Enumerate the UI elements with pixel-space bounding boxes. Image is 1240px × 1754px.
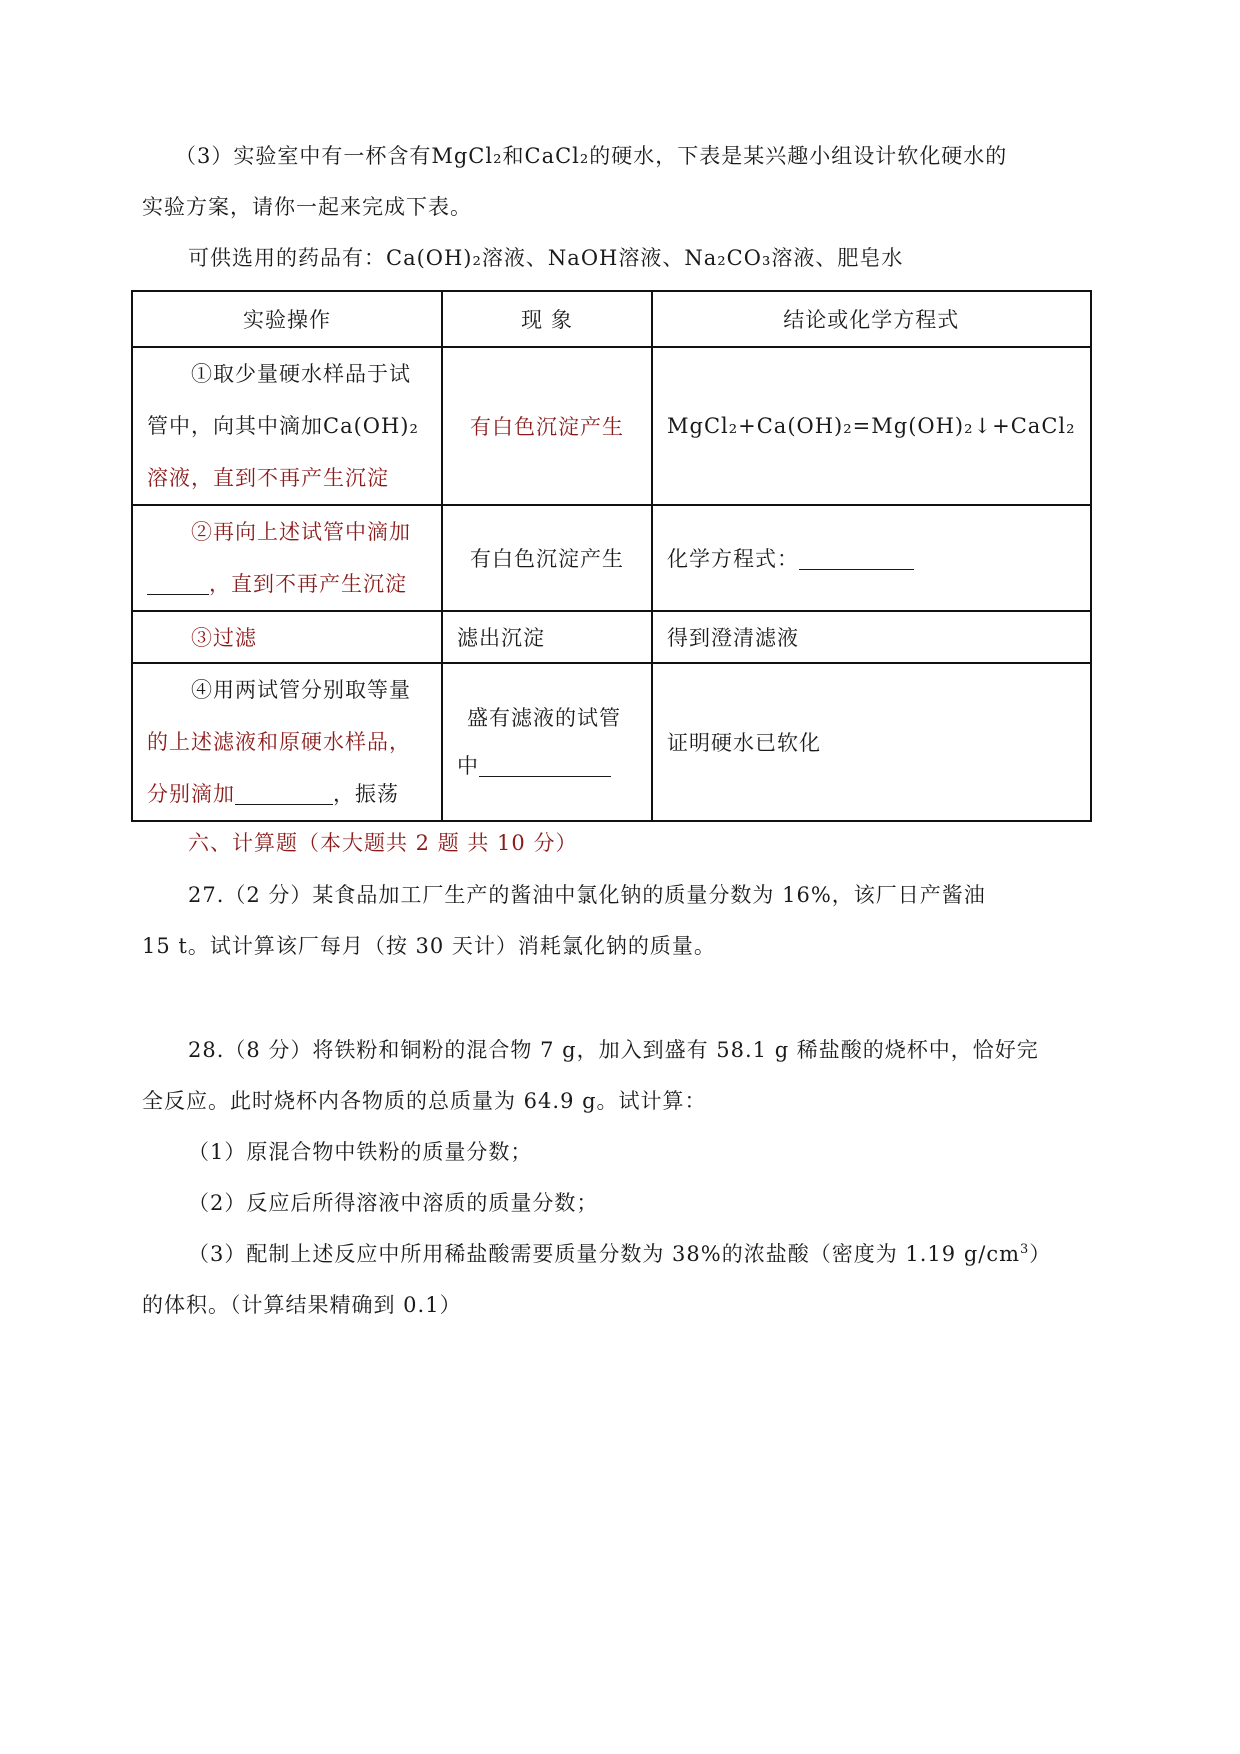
q28-sub1: （1）原混合物中铁粉的质量分数； bbox=[188, 1140, 533, 1164]
experiment-table bbox=[131, 290, 1092, 822]
header-phenomenon: 现 象 bbox=[442, 291, 652, 347]
equation-blank[interactable] bbox=[799, 547, 914, 570]
reagent-list: 可供选用的药品有：Ca(OH)₂溶液、NaOH溶液、Na₂CO₃溶液、肥皂水 bbox=[188, 246, 904, 270]
answer-blank[interactable] bbox=[147, 572, 209, 595]
row3-operation: ③过滤 bbox=[132, 611, 442, 663]
q28-line2: 全反应。此时烧杯内各物质的总质量为 64.9 g。试计算： bbox=[142, 1089, 707, 1113]
q28-line-last: 的体积。（计算结果精确到 0.1） bbox=[142, 1293, 462, 1317]
table-row bbox=[132, 505, 1091, 611]
row4-conclusion: 证明硬水已软化 bbox=[652, 663, 1091, 821]
part3-intro-line2: 实验方案，请你一起来完成下表。 bbox=[142, 195, 472, 219]
q28-sub3: （3）配制上述反应中所用稀盐酸需要质量分数为 38%的浓盐酸（密度为 1.19 $g/cm^3$） bbox=[188, 1242, 1052, 1266]
answer-blank[interactable] bbox=[235, 782, 333, 805]
row2-conclusion: 化学方程式： bbox=[652, 505, 1091, 611]
table-row bbox=[132, 611, 1091, 663]
answer-blank[interactable] bbox=[479, 754, 611, 777]
q27-line1: 27.（2 分）某食品加工厂生产的酱油中氯化钠的质量分数为 16%，该厂日产酱油 bbox=[188, 883, 986, 907]
table-row bbox=[132, 663, 1091, 821]
q27-line2: 15 t。试计算该厂每月（按 30 天计）消耗氯化钠的质量。 bbox=[142, 934, 716, 958]
part3-intro-line1: （3）实验室中有一杯含有MgCl₂和CaCl₂的硬水，下表是某兴趣小组设计软化硬水的 bbox=[175, 144, 1008, 168]
row3-phenomenon: 滤出沉淀 bbox=[442, 611, 652, 663]
row4-phenomenon: 盛有滤液的试管 中 bbox=[442, 663, 652, 821]
row1-conclusion: MgCl₂+Ca(OH)₂=Mg(OH)₂↓+CaCl₂ bbox=[652, 347, 1091, 505]
row1-phenomenon: 有白色沉淀产生 bbox=[442, 347, 652, 505]
row3-conclusion: 得到澄清滤液 bbox=[652, 611, 1091, 663]
row2-operation: ②再向上述试管中滴加 ，直到不再产生沉淀 bbox=[132, 505, 442, 611]
q28-line1: 28.（8 分）将铁粉和铜粉的混合物 7 g，加入到盛有 58.1 g 稀盐酸的烧杯中，恰好完 bbox=[188, 1038, 1039, 1062]
row1-operation: ①取少量硬水样品于试 管中，向其中滴加Ca(OH)₂ 溶液，直到不再产生沉淀 bbox=[132, 347, 442, 505]
header-conclusion: 结论或化学方程式 bbox=[652, 291, 1091, 347]
q28-sub2: （2）反应后所得溶液中溶质的质量分数； bbox=[188, 1191, 599, 1215]
row2-phenomenon: 有白色沉淀产生 bbox=[442, 505, 652, 611]
section-title: 六、计算题（本大题共 2 题 共 10 分） bbox=[188, 831, 578, 855]
row4-operation: ④用两试管分别取等量 的上述滤液和原硬水样品， 分别滴加 ，振荡 bbox=[132, 663, 442, 821]
table-row bbox=[132, 347, 1091, 505]
header-operation: 实验操作 bbox=[132, 291, 442, 347]
table-header-row bbox=[132, 291, 1091, 347]
